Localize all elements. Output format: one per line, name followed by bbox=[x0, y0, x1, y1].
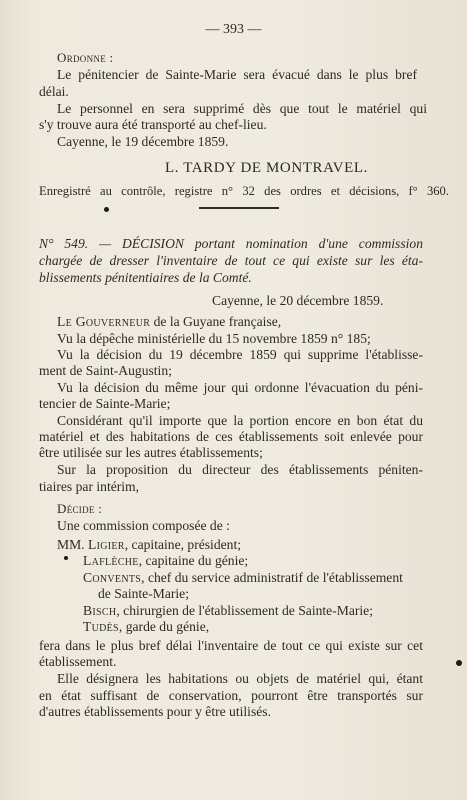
consideration-line: Vu la décision du même jour qui ordonne l'évacuation du péni- bbox=[57, 380, 423, 395]
consideration-line: ment de Saint-Augustin; bbox=[39, 363, 172, 378]
ordonne-heading: Ordonne : bbox=[57, 50, 114, 65]
consideration-line: tencier de Sainte-Marie; bbox=[39, 396, 171, 411]
member-line: Convents, chef du service administratif de l'établissement bbox=[83, 570, 403, 585]
member-name: Laflèche bbox=[83, 553, 139, 568]
member-line: de Sainte-Marie; bbox=[98, 586, 189, 601]
paragraph-line: Le pénitencier de Sainte-Marie sera évacué dans le plus bref bbox=[57, 67, 417, 82]
ink-spot bbox=[104, 207, 109, 212]
decide-heading: Décide : bbox=[57, 501, 103, 516]
ink-spot bbox=[456, 660, 462, 666]
governor-label: Le Gouverneur bbox=[57, 314, 151, 329]
closing-line: Elle désignera les habitations ou objets de matériel qui, étant bbox=[57, 671, 423, 686]
section-divider bbox=[199, 207, 279, 209]
closing-line: d'autres établissements pour y être utilisés. bbox=[39, 704, 271, 719]
ink-spot bbox=[64, 556, 68, 560]
paragraph-line: s'y trouve aura été transporté au chef-lieu. bbox=[39, 117, 267, 132]
member-name: Tudès bbox=[83, 619, 119, 634]
consideration-line: Considérant qu'il importe que la portion encore en bon état du bbox=[57, 413, 423, 428]
member-name: Convents bbox=[83, 570, 142, 585]
governor-line bbox=[57, 314, 281, 330]
member-name: Ligier bbox=[87, 537, 125, 552]
closing-line: en état suffisant de conservation, pourront être transportés sur bbox=[39, 688, 423, 703]
consideration-line: Vu la dépêche ministérielle du 15 novembre 1859 n° 185; bbox=[57, 331, 371, 346]
consideration-line: Vu la décision du 19 décembre 1859 qui supprime l'établisse- bbox=[57, 347, 423, 362]
consideration-line: tiaires par intérim, bbox=[39, 479, 140, 494]
member-line: Bisch, chirurgien de l'établissement de Sainte-Marie; bbox=[83, 603, 373, 618]
date-line: Cayenne, le 20 décembre 1859. bbox=[212, 293, 384, 308]
member-name: Bisch bbox=[83, 603, 117, 618]
date-line: Cayenne, le 19 décembre 1859. bbox=[57, 134, 229, 149]
consideration-line: matériel et des habitations de ces établissements soit enlevée pour bbox=[39, 429, 423, 444]
closing-line: établissement. bbox=[39, 654, 117, 669]
decision-title-line: N° 549. — DÉCISION portant nomination d'une commission bbox=[39, 236, 423, 251]
decision-title-line: blissements pénitentiaires de la Comté. bbox=[39, 270, 252, 285]
member-line: MM. Ligier, capitaine, président; bbox=[57, 537, 242, 552]
member-line: Laflèche, capitaine du génie; bbox=[83, 553, 249, 568]
paragraph-line: délai. bbox=[39, 84, 69, 99]
consideration-line: être utilisée sur les autres établissements; bbox=[39, 445, 263, 460]
commission-intro: Une commission composée de : bbox=[57, 518, 230, 533]
page-number: — 393 — bbox=[205, 22, 262, 37]
registration-note: Enregistré au contrôle, registre n° 32 des ordres et décisions, f° 360. bbox=[39, 184, 449, 198]
signature: L. TARDY DE MONTRAVEL. bbox=[165, 160, 368, 176]
consideration-line: Sur la proposition du directeur des établissements péniten- bbox=[57, 462, 423, 477]
decision-title-line: chargée de dresser l'inventaire de tout ce qui existe sur les éta- bbox=[39, 253, 423, 268]
member-line: Tudès, garde du génie, bbox=[83, 619, 210, 634]
closing-line: fera dans le plus bref délai l'inventaire de tout ce qui existe sur cet bbox=[39, 638, 423, 653]
governor-rest: de la Guyane française, bbox=[150, 314, 282, 329]
paragraph-line: Le personnel en sera supprimé dès que tout le matériel qui bbox=[57, 101, 427, 116]
